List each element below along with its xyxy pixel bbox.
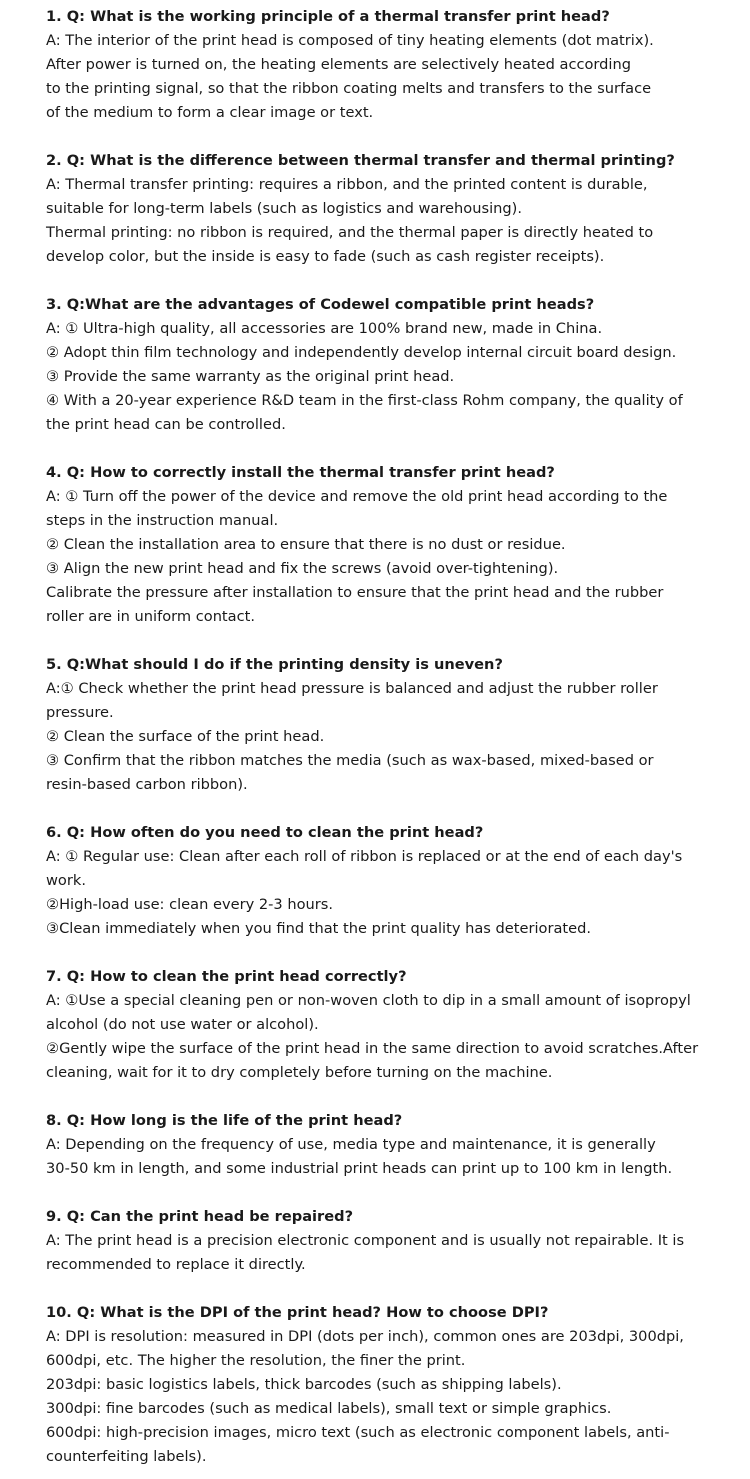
faq-answer-line: 600dpi: high-precision images, micro text (such as electronic component labels, anti- — [46, 1424, 670, 1441]
faq-question: 9. Q: Can the print head be repaired? — [46, 1208, 354, 1225]
faq-answer-line: ②High-load use: clean every 2-3 hours. — [46, 896, 334, 913]
faq-answer-line: 300dpi: fine barcodes (such as medical labels), small text or simple graphics. — [46, 1400, 612, 1417]
faq-answer-line: alcohol (do not use water or alcohol). — [46, 1016, 319, 1033]
faq-answer-line: ③ Align the new print head and fix the screws (avoid over-tightening). — [46, 560, 559, 577]
faq-answer-line: 600dpi, etc. The higher the resolution, the finer the print. — [46, 1352, 466, 1369]
faq-question: 8. Q: How long is the life of the print head? — [46, 1112, 403, 1129]
faq-question: 4. Q: How to correctly install the thermal transfer print head? — [46, 464, 555, 481]
faq-answer-line: A: Thermal transfer printing: requires a ribbon, and the printed content is durable, — [46, 176, 648, 193]
faq-answer-line: work. — [46, 872, 86, 889]
faq-answer-line: ②Gently wipe the surface of the print head in the same direction to avoid scratches.After — [46, 1040, 699, 1057]
faq-answer-line: ② Adopt thin film technology and independently develop internal circuit board design. — [46, 344, 677, 361]
faq-answer-line: counterfeiting labels). — [46, 1448, 207, 1465]
faq-item-8 — [46, 1109, 730, 1181]
faq-answer-line: to the printing signal, so that the ribbon coating melts and transfers to the surface — [46, 80, 652, 97]
faq-answer-line: ③ Confirm that the ribbon matches the media (such as wax-based, mixed-based or — [46, 752, 654, 769]
faq-answer-line: Calibrate the pressure after installation to ensure that the print head and the rubber — [46, 584, 664, 601]
faq-item-6 — [46, 821, 730, 941]
faq-answer-line: ② Clean the installation area to ensure that there is no dust or residue. — [46, 536, 566, 553]
faq-answer-line: A: ① Turn off the power of the device and remove the old print head according to the — [46, 488, 668, 505]
faq-answer-line: ③ Provide the same warranty as the original print head. — [46, 368, 455, 385]
faq-answer-line: Thermal printing: no ribbon is required, and the thermal paper is directly heated to — [46, 224, 654, 241]
faq-question: 1. Q: What is the working principle of a thermal transfer print head? — [46, 8, 610, 25]
faq-item-7 — [46, 965, 730, 1085]
faq-item-1 — [46, 5, 730, 125]
faq-answer-line: roller are in uniform contact. — [46, 608, 255, 625]
faq-answer-line: suitable for long-term labels (such as logistics and warehousing). — [46, 200, 522, 217]
faq-item-2 — [46, 149, 730, 269]
faq-question: 7. Q: How to clean the print head correctly? — [46, 968, 407, 985]
faq-answer-line: A: DPI is resolution: measured in DPI (dots per inch), common ones are 203dpi, 300dpi, — [46, 1328, 684, 1345]
faq-question: 3. Q:What are the advantages of Codewel compatible print heads? — [46, 296, 595, 313]
faq-answer-line: A: The interior of the print head is composed of tiny heating elements (dot matrix). — [46, 32, 654, 49]
faq-answer-line: ③Clean immediately when you find that the print quality has deteriorated. — [46, 920, 592, 937]
faq-answer-line: A:① Check whether the print head pressure is balanced and adjust the rubber roller — [46, 680, 658, 697]
faq-item-4 — [46, 461, 730, 629]
faq-answer-line: pressure. — [46, 704, 114, 721]
faq-answer-line: After power is turned on, the heating elements are selectively heated according — [46, 56, 632, 73]
faq-item-3 — [46, 293, 730, 437]
faq-answer-line: resin-based carbon ribbon). — [46, 776, 248, 793]
faq-question: 2. Q: What is the difference between thermal transfer and thermal printing? — [46, 152, 675, 169]
faq-answer-line: ④ With a 20-year experience R&D team in the first-class Rohm company, the quality of — [46, 392, 683, 409]
faq-answer-line: steps in the instruction manual. — [46, 512, 279, 529]
faq-answer-line: 203dpi: basic logistics labels, thick barcodes (such as shipping labels). — [46, 1376, 562, 1393]
faq-answer-line: ② Clean the surface of the print head. — [46, 728, 325, 745]
faq-answer-line: cleaning, wait for it to dry completely before turning on the machine. — [46, 1064, 553, 1081]
faq-answer-line: the print head can be controlled. — [46, 416, 286, 433]
faq-answer-line: A: ①Use a special cleaning pen or non-woven cloth to dip in a small amount of isopropyl — [46, 992, 691, 1009]
faq-answer-line: A: Depending on the frequency of use, media type and maintenance, it is generally — [46, 1136, 656, 1153]
faq-answer-line: 30-50 km in length, and some industrial print heads can print up to 100 km in length. — [46, 1160, 673, 1177]
faq-answer-line: develop color, but the inside is easy to fade (such as cash register receipts). — [46, 248, 605, 265]
faq-answer-line: of the medium to form a clear image or text. — [46, 104, 374, 121]
faq-question: 5. Q:What should I do if the printing density is uneven? — [46, 656, 503, 673]
faq-question: 6. Q: How often do you need to clean the print head? — [46, 824, 484, 841]
faq-question: 10. Q: What is the DPI of the print head? How to choose DPI? — [46, 1304, 549, 1321]
faq-answer-line: A: ① Regular use: Clean after each roll of ribbon is replaced or at the end of each day's — [46, 848, 683, 865]
faq-answer-line: A: The print head is a precision electronic component and is usually not repairable. It is — [46, 1232, 685, 1249]
faq-answer-line: recommended to replace it directly. — [46, 1256, 306, 1273]
faq-item-5 — [46, 653, 730, 797]
faq-answer-line: A: ① Ultra-high quality, all accessories are 100% brand new, made in China. — [46, 320, 603, 337]
faq-item-10 — [46, 1301, 730, 1469]
faq-item-9 — [46, 1205, 730, 1277]
